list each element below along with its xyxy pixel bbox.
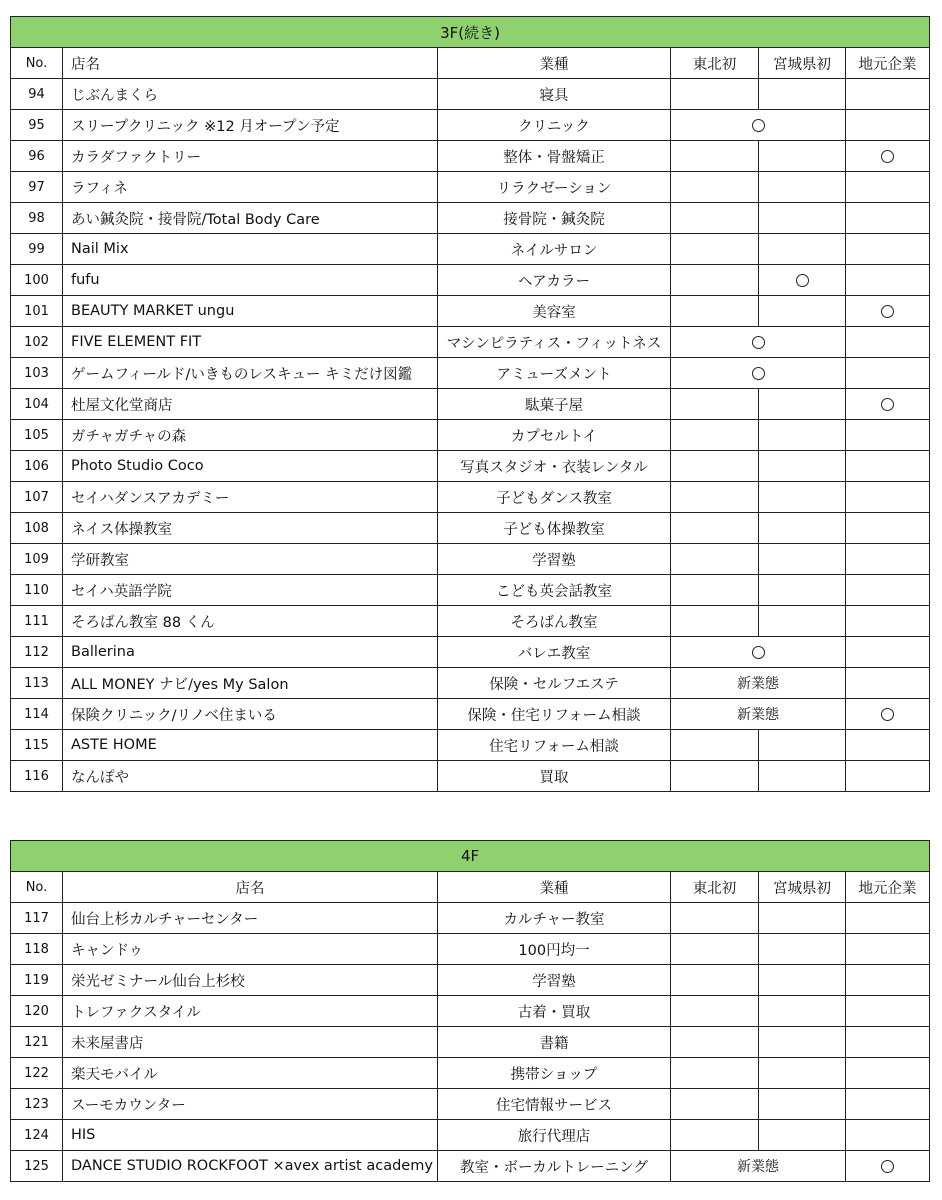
table-row: [11, 451, 930, 482]
business-type: 学習塾: [438, 544, 671, 575]
circle-mark-icon: [752, 119, 765, 132]
table-row: [11, 358, 930, 389]
row-number: 104: [11, 389, 63, 420]
mark-local: [846, 389, 930, 420]
row-number: 102: [11, 327, 63, 358]
mark-local: [846, 110, 930, 141]
mark-tohoku: [671, 730, 759, 761]
mark-local: [846, 996, 930, 1027]
table-row: [11, 996, 930, 1027]
mark-local: [846, 575, 930, 606]
row-number: 120: [11, 996, 63, 1027]
floor-4f-table: [10, 840, 930, 1182]
header-business: 業種: [438, 872, 671, 903]
row-number: 125: [11, 1151, 63, 1182]
business-type: 保険・セルフエステ: [438, 668, 671, 699]
row-number: 121: [11, 1027, 63, 1058]
table-row: [11, 668, 930, 699]
mark-tohoku: [671, 141, 759, 172]
table-row: [11, 203, 930, 234]
business-type: 携帯ショップ: [438, 1058, 671, 1089]
business-type: 美容室: [438, 296, 671, 327]
business-type: 子ども体操教室: [438, 513, 671, 544]
mark-miyagi: [759, 730, 846, 761]
table-row: [11, 903, 930, 934]
business-type: 旅行代理店: [438, 1120, 671, 1151]
mark-miyagi: [759, 203, 846, 234]
shop-name: 杜屋文化堂商店: [63, 389, 438, 420]
circle-mark-icon: [752, 646, 765, 659]
shop-name: 仙台上杉カルチャーセンター: [63, 903, 438, 934]
circle-mark-icon: [881, 150, 894, 163]
business-type: 子どもダンス教室: [438, 482, 671, 513]
floor-title-row: [11, 841, 930, 872]
first-in-region-mark: [671, 327, 846, 358]
table-row: [11, 1151, 930, 1182]
mark-tohoku: [671, 420, 759, 451]
circle-mark-icon: [881, 708, 894, 721]
business-type: リラクゼーション: [438, 172, 671, 203]
shop-name: Nail Mix: [63, 234, 438, 265]
table-row: [11, 965, 930, 996]
mark-local: [846, 234, 930, 265]
shop-name: セイハ英語学院: [63, 575, 438, 606]
business-type: 住宅情報サービス: [438, 1089, 671, 1120]
table-row: [11, 327, 930, 358]
shop-name: BEAUTY MARKET ungu: [63, 296, 438, 327]
row-number: 114: [11, 699, 63, 730]
shop-name: FIVE ELEMENT FIT: [63, 327, 438, 358]
circle-mark-icon: [881, 305, 894, 318]
table-row: [11, 934, 930, 965]
mark-miyagi: [759, 761, 846, 792]
mark-local: [846, 699, 930, 730]
shop-name: セイハダンスアカデミー: [63, 482, 438, 513]
table-row: [11, 637, 930, 668]
shop-name: なんぽや: [63, 761, 438, 792]
shop-name: ASTE HOME: [63, 730, 438, 761]
mark-miyagi: [759, 296, 846, 327]
row-number: 105: [11, 420, 63, 451]
row-number: 96: [11, 141, 63, 172]
table-row: [11, 1058, 930, 1089]
floor-title: 4F: [11, 841, 930, 872]
mark-local: [846, 1151, 930, 1182]
table-row: [11, 420, 930, 451]
table-row: [11, 730, 930, 761]
mark-tohoku: [671, 934, 759, 965]
row-number: 118: [11, 934, 63, 965]
shop-name: 学研教室: [63, 544, 438, 575]
row-number: 115: [11, 730, 63, 761]
row-number: 116: [11, 761, 63, 792]
table-row: [11, 172, 930, 203]
first-in-region-mark: [671, 358, 846, 389]
header-business: 業種: [438, 48, 671, 79]
mark-tohoku: [671, 606, 759, 637]
mark-local: [846, 965, 930, 996]
shop-name: キャンドゥ: [63, 934, 438, 965]
row-number: 108: [11, 513, 63, 544]
shop-name: ALL MONEY ナビ/yes My Salon: [63, 668, 438, 699]
shop-name: そろばん教室 88 くん: [63, 606, 438, 637]
shop-name: Ballerina: [63, 637, 438, 668]
row-number: 94: [11, 79, 63, 110]
floor-3f-table: [10, 16, 930, 792]
header-tohoku-first: 東北初: [671, 872, 759, 903]
header-name: 店名: [63, 872, 438, 903]
row-number: 112: [11, 637, 63, 668]
mark-tohoku: [671, 575, 759, 606]
business-type: ヘアカラー: [438, 265, 671, 296]
row-number: 124: [11, 1120, 63, 1151]
mark-local: [846, 141, 930, 172]
mark-tohoku: [671, 1089, 759, 1120]
header-tohoku-first: 東北初: [671, 48, 759, 79]
mark-tohoku: [671, 203, 759, 234]
first-in-region-mark: [671, 668, 846, 699]
mark-tohoku: [671, 513, 759, 544]
row-number: 111: [11, 606, 63, 637]
business-type: 古着・買取: [438, 996, 671, 1027]
floor-title-row: [11, 17, 930, 48]
shop-name: HIS: [63, 1120, 438, 1151]
header-local-company: 地元企業: [846, 872, 930, 903]
header-miyagi-first: 宮城県初: [759, 48, 846, 79]
business-type: バレエ教室: [438, 637, 671, 668]
row-number: 101: [11, 296, 63, 327]
table-row: [11, 761, 930, 792]
shop-name: 保険クリニック/リノベ住まいる: [63, 699, 438, 730]
mark-tohoku: [671, 265, 759, 296]
header-no: No.: [11, 48, 63, 79]
business-type: マシンピラティス・フィットネス: [438, 327, 671, 358]
mark-miyagi: [759, 513, 846, 544]
header-row: [11, 872, 930, 903]
mark-local: [846, 903, 930, 934]
business-type: カプセルトイ: [438, 420, 671, 451]
mark-tohoku: [671, 544, 759, 575]
table-row: [11, 1027, 930, 1058]
mark-miyagi: [759, 934, 846, 965]
mark-miyagi: [759, 451, 846, 482]
mark-miyagi: [759, 234, 846, 265]
circle-mark-icon: [752, 336, 765, 349]
mark-miyagi: [759, 482, 846, 513]
circle-mark-icon: [796, 274, 809, 287]
mark-local: [846, 544, 930, 575]
table-row: [11, 389, 930, 420]
mark-miyagi: [759, 544, 846, 575]
mark-tohoku: [671, 1027, 759, 1058]
row-number: 106: [11, 451, 63, 482]
row-number: 109: [11, 544, 63, 575]
table-row: [11, 606, 930, 637]
mark-local: [846, 203, 930, 234]
row-number: 107: [11, 482, 63, 513]
mark-local: [846, 668, 930, 699]
row-number: 100: [11, 265, 63, 296]
business-type: 教室・ボーカルトレーニング: [438, 1151, 671, 1182]
mark-miyagi: [759, 965, 846, 996]
header-name: 店名: [63, 48, 438, 79]
row-number: 113: [11, 668, 63, 699]
shop-name: ラフィネ: [63, 172, 438, 203]
business-type: 写真スタジオ・衣装レンタル: [438, 451, 671, 482]
header-no: No.: [11, 872, 63, 903]
shop-name: Photo Studio Coco: [63, 451, 438, 482]
mark-miyagi: [759, 1027, 846, 1058]
row-number: 98: [11, 203, 63, 234]
row-number: 97: [11, 172, 63, 203]
table-row: [11, 141, 930, 172]
circle-mark-icon: [881, 1160, 894, 1173]
mark-local: [846, 761, 930, 792]
table-row: [11, 482, 930, 513]
new-format-label: 新業態: [737, 1159, 779, 1175]
floor-title: 3F(続き): [11, 17, 930, 48]
mark-local: [846, 172, 930, 203]
mark-miyagi: [759, 1089, 846, 1120]
new-format-label: 新業態: [737, 676, 779, 692]
header-miyagi-first: 宮城県初: [759, 872, 846, 903]
row-number: 103: [11, 358, 63, 389]
mark-tohoku: [671, 234, 759, 265]
table-row: [11, 296, 930, 327]
mark-local: [846, 358, 930, 389]
mark-tohoku: [671, 996, 759, 1027]
business-type: 接骨院・鍼灸院: [438, 203, 671, 234]
circle-mark-icon: [881, 398, 894, 411]
business-type: カルチャー教室: [438, 903, 671, 934]
shop-name: スーモカウンター: [63, 1089, 438, 1120]
business-type: クリニック: [438, 110, 671, 141]
table-row: [11, 1089, 930, 1120]
table-row: [11, 544, 930, 575]
header-local-company: 地元企業: [846, 48, 930, 79]
mark-miyagi: [759, 141, 846, 172]
row-number: 95: [11, 110, 63, 141]
mark-tohoku: [671, 389, 759, 420]
table-row: [11, 265, 930, 296]
business-type: そろばん教室: [438, 606, 671, 637]
mark-local: [846, 79, 930, 110]
mark-tohoku: [671, 1058, 759, 1089]
business-type: 学習塾: [438, 965, 671, 996]
mark-local: [846, 1027, 930, 1058]
mark-local: [846, 513, 930, 544]
business-type: 整体・骨盤矯正: [438, 141, 671, 172]
mark-local: [846, 1120, 930, 1151]
mark-local: [846, 934, 930, 965]
shop-name: ガチャガチャの森: [63, 420, 438, 451]
row-number: 123: [11, 1089, 63, 1120]
row-number: 122: [11, 1058, 63, 1089]
header-row: [11, 48, 930, 79]
table-row: [11, 79, 930, 110]
shop-name: ゲームフィールド/いきものレスキュー キミだけ図鑑: [63, 358, 438, 389]
business-type: 買取: [438, 761, 671, 792]
mark-miyagi: [759, 1058, 846, 1089]
mark-local: [846, 606, 930, 637]
mark-local: [846, 1089, 930, 1120]
mark-miyagi: [759, 265, 846, 296]
mark-local: [846, 327, 930, 358]
first-in-region-mark: [671, 110, 846, 141]
shop-name: スリープクリニック ※12 月オープン予定: [63, 110, 438, 141]
first-in-region-mark: [671, 1151, 846, 1182]
business-type: ネイルサロン: [438, 234, 671, 265]
mark-local: [846, 451, 930, 482]
shop-name: あい鍼灸院・接骨院/Total Body Care: [63, 203, 438, 234]
business-type: こども英会話教室: [438, 575, 671, 606]
mark-miyagi: [759, 903, 846, 934]
mark-tohoku: [671, 172, 759, 203]
mark-tohoku: [671, 296, 759, 327]
mark-local: [846, 296, 930, 327]
shop-name: カラダファクトリー: [63, 141, 438, 172]
row-number: 117: [11, 903, 63, 934]
mark-miyagi: [759, 389, 846, 420]
mark-miyagi: [759, 1120, 846, 1151]
mark-local: [846, 637, 930, 668]
shop-name: 栄光ゼミナール仙台上杉校: [63, 965, 438, 996]
mark-tohoku: [671, 451, 759, 482]
shop-name: トレファクスタイル: [63, 996, 438, 1027]
table-row: [11, 1120, 930, 1151]
business-type: 駄菓子屋: [438, 389, 671, 420]
business-type: 100円均一: [438, 934, 671, 965]
shop-name: fufu: [63, 265, 438, 296]
table-row: [11, 575, 930, 606]
mark-tohoku: [671, 1120, 759, 1151]
mark-local: [846, 482, 930, 513]
business-type: 住宅リフォーム相談: [438, 730, 671, 761]
mark-miyagi: [759, 575, 846, 606]
new-format-label: 新業態: [737, 707, 779, 723]
mark-tohoku: [671, 761, 759, 792]
mark-local: [846, 730, 930, 761]
circle-mark-icon: [752, 367, 765, 380]
mark-miyagi: [759, 996, 846, 1027]
mark-tohoku: [671, 965, 759, 996]
row-number: 119: [11, 965, 63, 996]
mark-local: [846, 420, 930, 451]
business-type: 寝具: [438, 79, 671, 110]
mark-local: [846, 265, 930, 296]
mark-miyagi: [759, 79, 846, 110]
first-in-region-mark: [671, 637, 846, 668]
mark-miyagi: [759, 172, 846, 203]
mark-tohoku: [671, 482, 759, 513]
table-row: [11, 234, 930, 265]
shop-name: 未来屋書店: [63, 1027, 438, 1058]
business-type: アミューズメント: [438, 358, 671, 389]
mark-miyagi: [759, 606, 846, 637]
mark-tohoku: [671, 79, 759, 110]
shop-name: ネイス体操教室: [63, 513, 438, 544]
business-type: 書籍: [438, 1027, 671, 1058]
row-number: 99: [11, 234, 63, 265]
mark-tohoku: [671, 903, 759, 934]
mark-miyagi: [759, 420, 846, 451]
table-row: [11, 513, 930, 544]
table-row: [11, 699, 930, 730]
shop-name: DANCE STUDIO ROCKFOOT ×avex artist academy: [63, 1151, 438, 1182]
shop-name: じぶんまくら: [63, 79, 438, 110]
table-row: [11, 110, 930, 141]
mark-local: [846, 1058, 930, 1089]
shop-name: 楽天モバイル: [63, 1058, 438, 1089]
first-in-region-mark: [671, 699, 846, 730]
business-type: 保険・住宅リフォーム相談: [438, 699, 671, 730]
row-number: 110: [11, 575, 63, 606]
